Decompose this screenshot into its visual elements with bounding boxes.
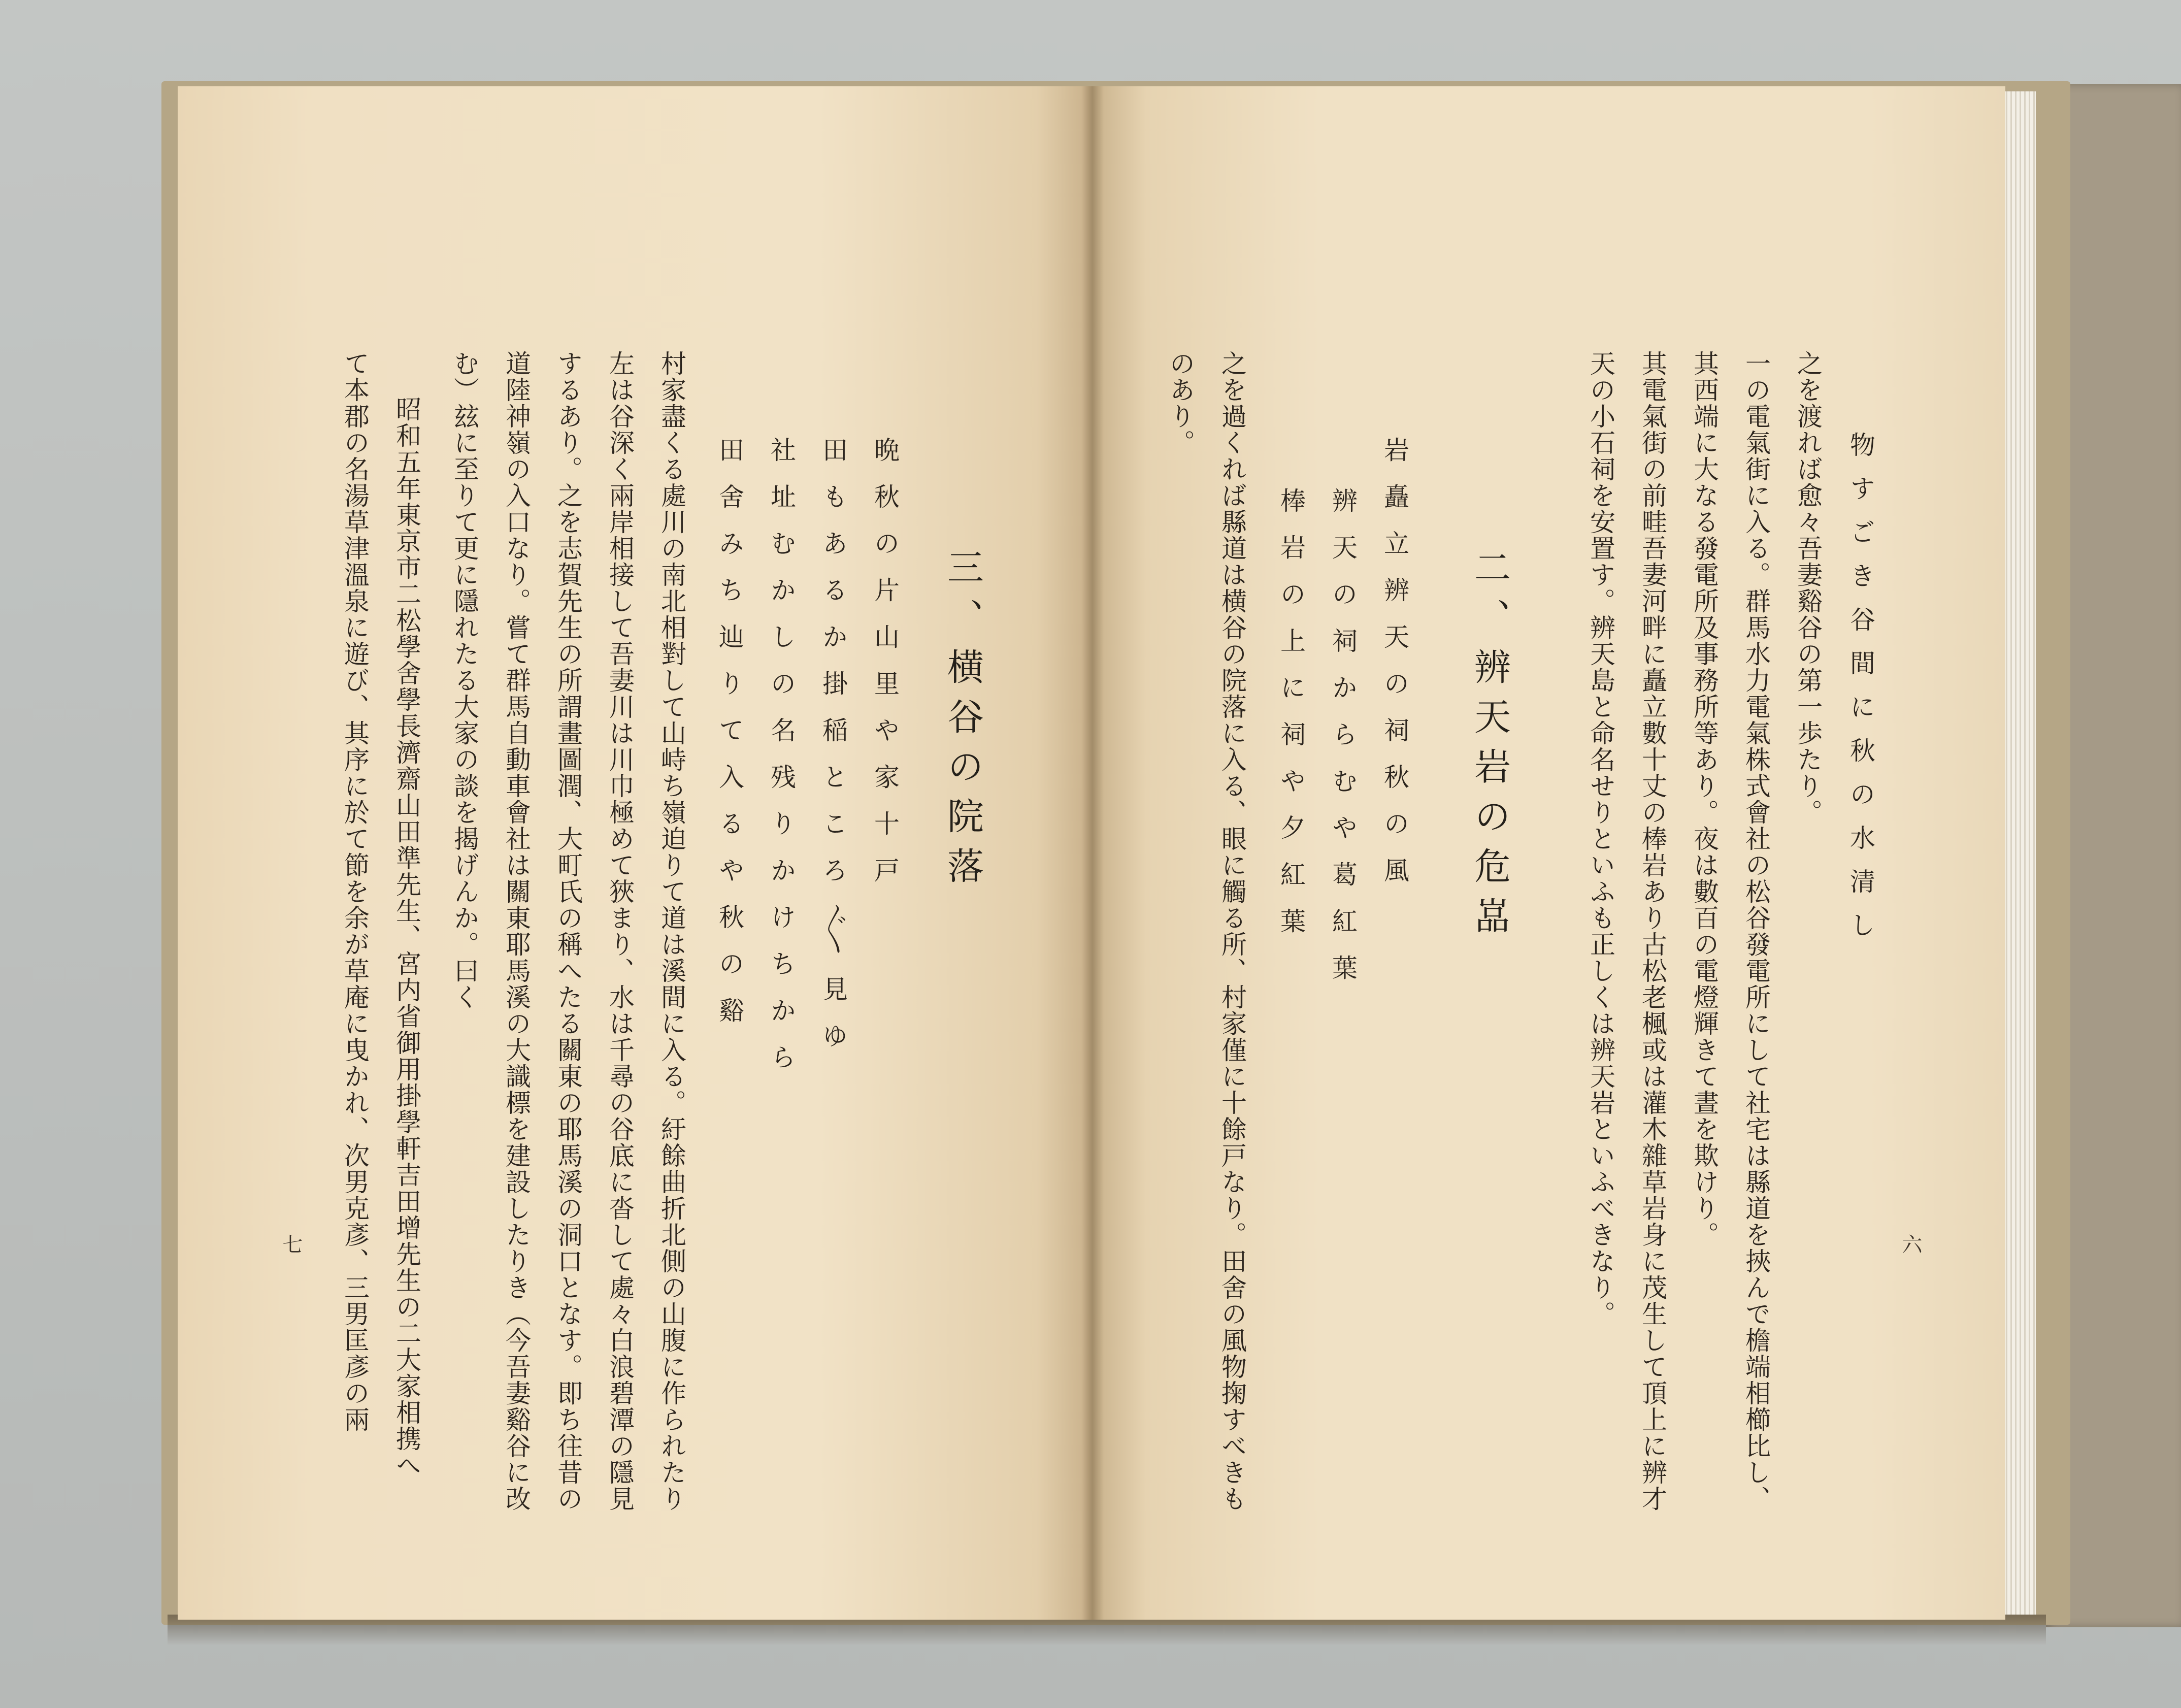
text-column: 物すごき谷間に秋の水清し [1846,432,1875,956]
text-column: 其西端に大なる發電所及事務所等あり。夜は數百の電燈輝きて晝を欺けり。 [1690,350,1719,1248]
section-heading: 三、横谷の院落 [941,548,984,897]
book-gutter [1081,86,1104,1620]
text-column: するあり。之を志賀先生の所謂畫圖潤、大町氏の稱へたる關東の耶馬溪の洞口となす。即ち往昔の [553,350,583,1512]
page-number-left: 七 [279,1234,303,1254]
text-column: 村家盡くる處川の南北相對して山峙ち嶺迫りて道は溪間に入る。紆餘曲折北側の山腹に作られたり [657,350,686,1512]
text-column: 其電氣街の前畦吾妻河畔に矗立數十丈の棒岩あり古松老楓或は灌木雜草岩身に茂生して頂上に辨才 [1638,350,1667,1512]
haiku-line: 社址むかしの名残りかけちから [767,437,796,1091]
text-column: 昭和五年東京市二松學舍學長濟齋山田準先生、宮内省御用掛學軒吉田增先生の二大家相携へ [392,396,421,1479]
text-column: 一の電氣街に入る。群馬水力電氣株式會社の松谷發電所にして社宅は縣道を挾んで檐端相櫛比し、 [1741,350,1771,1512]
haiku-line: 田舍みち辿りて入るや秋の谿 [715,437,744,1044]
text-column: 之を過くれば縣道は横谷の院落に入る、眼に觸る所、村家僅に十餘戸なり。田舍の風物掬すべきも [1217,350,1247,1512]
text-column: 天の小石祠を安置す。辨天島と命名せりといふも正しくは辨天岩といふべきなり。 [1586,350,1615,1327]
haiku-line: 晩秋の片山里や家十戸 [870,437,900,904]
text-column: 之を渡れば愈々吾妻谿谷の第一歩たり。 [1793,350,1823,826]
text-column: 道陸神嶺の入口なり。嘗て群馬自動車會社は關東耶馬溪の大識標を建設したりき（今吾妻谿谷に改 [502,350,531,1512]
text-column: 左は谷深く兩岸相接して吾妻川は川巾極めて狹まり、水は千尋の谷底に沓して處々白浪碧潭の隱見 [605,350,635,1512]
haiku-line: 棒岩の上に祠や夕紅葉 [1276,487,1306,955]
text-column: む）玆に至りて更に隱れたる大家の談を揭げんか。曰く [450,350,479,1010]
haiku-line: 田もあるか掛稲ところ〴〵見ゆ [818,437,848,1069]
haiku-line: 岩矗立辨天の祠秋の風 [1380,437,1409,904]
page-number-right: 六 [1899,1234,1922,1254]
text-column: て本郡の名湯草津溫泉に遊び、其序に於て節を余が草庵に曳かれ、次男克彥、三男匡彥の兩 [340,350,370,1433]
section-heading: 二、辨天岩の危嵓 [1468,548,1511,946]
haiku-line: 辨天の祠からむや葛紅葉 [1328,487,1358,1001]
text-column: のあり。 [1166,350,1195,456]
